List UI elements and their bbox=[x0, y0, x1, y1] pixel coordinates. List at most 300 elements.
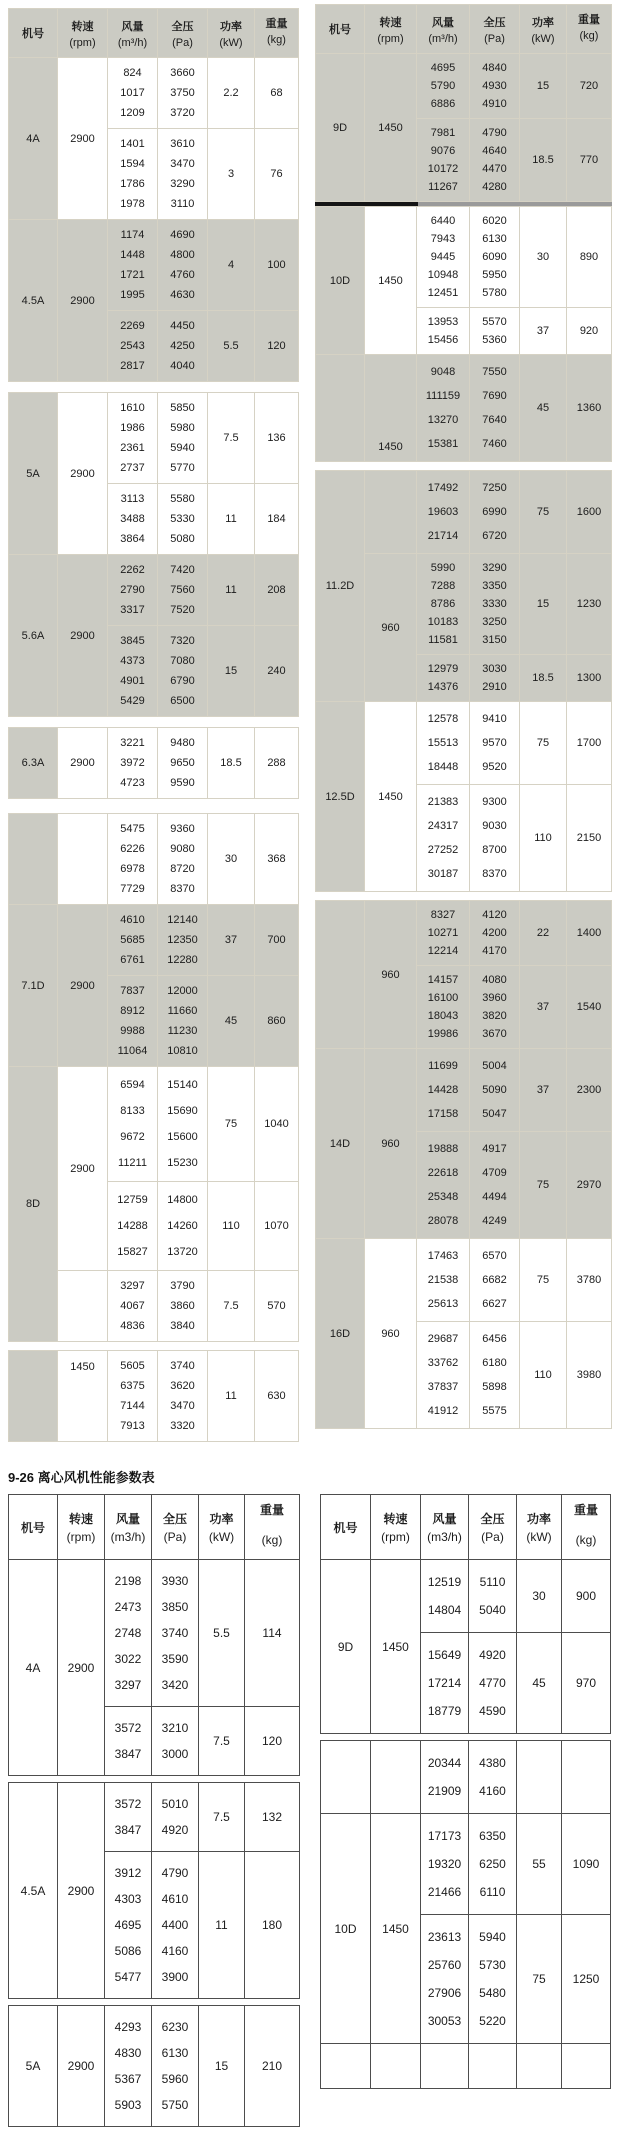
pressure-header-label: 全压 bbox=[480, 1512, 505, 1526]
flow-value: 5086 bbox=[114, 1944, 142, 1958]
rpm-block bbox=[58, 814, 298, 904]
flow-column bbox=[108, 311, 158, 381]
pressure-value: 5575 bbox=[482, 1405, 507, 1417]
header-row bbox=[9, 9, 298, 58]
model-cell: 9D bbox=[316, 54, 365, 201]
power-cell: 5.5 bbox=[208, 311, 255, 381]
flow-value: 41912 bbox=[427, 1405, 459, 1417]
pressure-value: 4590 bbox=[479, 1704, 506, 1718]
model-section bbox=[9, 1066, 298, 1341]
weight-cell: 120 bbox=[261, 1734, 283, 1748]
power-cell: 45 bbox=[517, 1633, 562, 1733]
model-cell bbox=[316, 355, 365, 461]
flow-value: 3317 bbox=[120, 604, 145, 616]
rpm-cell: 1450 bbox=[365, 702, 417, 891]
flow-column bbox=[108, 58, 158, 128]
flow-value: 25348 bbox=[427, 1191, 459, 1203]
weight-cell: 368 bbox=[267, 853, 286, 865]
pressure-header-unit: (Pa) bbox=[481, 1530, 504, 1544]
pressure-value: 4920 bbox=[479, 1648, 506, 1662]
data-group bbox=[108, 220, 298, 310]
fan-spec-table-top-right bbox=[315, 4, 612, 1429]
model-cell: 5A bbox=[9, 2006, 58, 2126]
model-cell: 8D bbox=[9, 1067, 58, 1341]
pressure-value: 3790 bbox=[170, 1280, 195, 1292]
pressure-column bbox=[469, 1633, 517, 1733]
pressure-value: 12350 bbox=[167, 934, 198, 946]
flow-value: 4695 bbox=[114, 1918, 142, 1932]
table-block bbox=[8, 727, 299, 799]
model-section bbox=[316, 354, 611, 461]
pressure-value: 4920 bbox=[161, 1823, 189, 1837]
model-section bbox=[9, 393, 298, 554]
flow-value: 8786 bbox=[430, 598, 456, 610]
pressure-column bbox=[158, 311, 208, 381]
rpm-cell: 2900 bbox=[58, 220, 108, 381]
flow-value: 12759 bbox=[117, 1194, 148, 1206]
pressure-column bbox=[470, 308, 520, 354]
data-group bbox=[417, 1239, 611, 1321]
flow-value: 14288 bbox=[117, 1220, 148, 1232]
flow-value: 1610 bbox=[120, 402, 145, 414]
weight-cell: 890 bbox=[579, 251, 599, 263]
pressure-value: 11230 bbox=[167, 1025, 198, 1037]
flow-column bbox=[417, 1322, 470, 1428]
model-section bbox=[9, 1560, 299, 1775]
model-cell bbox=[321, 1741, 371, 1813]
flow-value: 14376 bbox=[427, 681, 459, 693]
pressure-column bbox=[470, 966, 520, 1048]
weight-cell: 860 bbox=[267, 1015, 286, 1027]
flow-value: 10948 bbox=[427, 269, 459, 281]
weight-header-label: 重量 bbox=[573, 1503, 598, 1517]
power-cell: 15 bbox=[520, 54, 567, 118]
fan-spec-table-top-left bbox=[8, 8, 299, 1442]
rpm-block bbox=[365, 54, 611, 201]
data-group bbox=[108, 1351, 298, 1441]
flow-value: 2790 bbox=[120, 584, 145, 596]
flow-value: 6978 bbox=[120, 863, 145, 875]
pressure-column bbox=[469, 2044, 517, 2088]
data-group bbox=[105, 1783, 299, 1851]
rpm-header bbox=[365, 5, 417, 53]
pressure-value: 3250 bbox=[482, 616, 507, 628]
weight-cell: 136 bbox=[267, 432, 286, 444]
pressure-value: 4930 bbox=[482, 80, 507, 92]
flow-column bbox=[417, 207, 470, 307]
power-header bbox=[208, 9, 255, 57]
flow-column bbox=[417, 308, 470, 354]
pressure-column bbox=[469, 1741, 517, 1813]
pressure-value: 9410 bbox=[482, 713, 507, 725]
model-cell bbox=[9, 814, 58, 904]
pressure-value: 4709 bbox=[482, 1167, 507, 1179]
flow-value: 17492 bbox=[427, 482, 459, 494]
pressure-value: 6990 bbox=[482, 506, 507, 518]
model-cell: 4.5A bbox=[9, 220, 58, 381]
flow-header-label: 风量 bbox=[432, 1512, 457, 1526]
flow-value: 2269 bbox=[120, 320, 145, 332]
rpm-cell: 2900 bbox=[58, 2006, 105, 2126]
rpm-cell: 960 bbox=[365, 1239, 417, 1428]
weight-cell: 1090 bbox=[572, 1857, 600, 1871]
flow-column bbox=[417, 119, 470, 201]
flow-column bbox=[108, 976, 158, 1066]
pressure-value: 9590 bbox=[170, 777, 195, 789]
flow-value: 5605 bbox=[120, 1360, 145, 1372]
pressure-value: 6570 bbox=[482, 1250, 507, 1262]
power-cell: 75 bbox=[520, 702, 567, 784]
weight-cell: 1300 bbox=[576, 672, 602, 684]
table-gap bbox=[8, 717, 299, 727]
pressure-value: 10810 bbox=[167, 1045, 198, 1057]
weight-cell: 120 bbox=[267, 340, 286, 352]
flow-column bbox=[108, 484, 158, 554]
data-group bbox=[421, 1632, 610, 1733]
pressure-value: 3110 bbox=[170, 198, 195, 210]
flow-value: 5429 bbox=[120, 695, 145, 707]
pressure-value: 14800 bbox=[167, 1194, 198, 1206]
flow-value: 18448 bbox=[427, 761, 459, 773]
pressure-value: 4470 bbox=[482, 163, 507, 175]
power-cell: 110 bbox=[208, 1182, 255, 1270]
flow-value: 8912 bbox=[120, 1005, 145, 1017]
pressure-value: 6682 bbox=[482, 1274, 507, 1286]
model-section bbox=[321, 1813, 610, 2043]
flow-header-label: 风量 bbox=[432, 16, 454, 29]
pressure-column bbox=[470, 119, 520, 201]
flow-value: 9076 bbox=[430, 145, 456, 157]
flow-value: 824 bbox=[123, 67, 142, 79]
power-cell: 37 bbox=[520, 308, 567, 354]
pressure-value: 7640 bbox=[482, 414, 507, 426]
pressure-column bbox=[158, 393, 208, 483]
power-header bbox=[199, 1495, 245, 1559]
flow-value: 1995 bbox=[120, 289, 145, 301]
model-section bbox=[9, 1783, 299, 1998]
pressure-value: 5730 bbox=[479, 1958, 506, 1972]
pressure-value: 6130 bbox=[482, 233, 507, 245]
model-header bbox=[321, 1495, 371, 1559]
pressure-value: 3900 bbox=[161, 1970, 189, 1984]
flow-value: 20344 bbox=[427, 1756, 462, 1770]
flow-value: 1986 bbox=[120, 422, 145, 434]
flow-value: 3022 bbox=[114, 1652, 142, 1666]
data-group bbox=[108, 310, 298, 381]
flow-header-unit: (m³/h) bbox=[117, 36, 148, 49]
power-cell: 2.2 bbox=[208, 58, 255, 128]
model-header-label: 机号 bbox=[333, 1520, 358, 1535]
flow-column bbox=[108, 129, 158, 219]
pressure-value: 4910 bbox=[482, 98, 507, 110]
rpm-header-unit: (rpm) bbox=[377, 32, 404, 45]
flow-value: 7729 bbox=[120, 883, 145, 895]
flow-value: 18043 bbox=[427, 1010, 459, 1022]
flow-value: 14157 bbox=[427, 974, 459, 986]
data-group bbox=[105, 1706, 299, 1775]
weight-cell: 920 bbox=[579, 325, 599, 337]
rpm-cell: 2900 bbox=[58, 58, 108, 219]
power-cell: 11 bbox=[208, 555, 255, 625]
pressure-value: 5960 bbox=[161, 2072, 189, 2086]
power-cell: 11 bbox=[208, 1351, 255, 1441]
flow-column bbox=[417, 1132, 470, 1238]
flow-value: 3297 bbox=[114, 1678, 142, 1692]
rpm-cell bbox=[58, 814, 108, 904]
weight-cell bbox=[562, 2044, 610, 2088]
pressure-value: 6110 bbox=[479, 1885, 506, 1899]
flow-column bbox=[108, 555, 158, 625]
pressure-value: 4380 bbox=[479, 1756, 506, 1770]
flow-value: 3297 bbox=[120, 1280, 145, 1292]
pressure-value: 7550 bbox=[482, 366, 507, 378]
rpm-header bbox=[58, 9, 108, 57]
data-group bbox=[417, 1131, 611, 1238]
pressure-column bbox=[158, 626, 208, 716]
flow-value: 8133 bbox=[120, 1105, 145, 1117]
flow-column bbox=[108, 220, 158, 310]
flow-value: 3113 bbox=[120, 493, 145, 505]
flow-value: 1017 bbox=[120, 87, 145, 99]
pressure-value: 2910 bbox=[482, 681, 507, 693]
pressure-value: 3860 bbox=[170, 1300, 195, 1312]
table-block bbox=[315, 206, 612, 462]
pressure-value: 5980 bbox=[170, 422, 195, 434]
flow-value: 24317 bbox=[427, 820, 459, 832]
pressure-column bbox=[469, 1814, 517, 1914]
pressure-value: 7320 bbox=[170, 635, 195, 647]
pressure-value: 3290 bbox=[170, 178, 195, 190]
flow-value: 27252 bbox=[427, 844, 459, 856]
flow-value: 1721 bbox=[120, 269, 145, 281]
rpm-block bbox=[58, 1351, 298, 1441]
weight-cell: 1700 bbox=[576, 737, 602, 749]
pressure-column bbox=[158, 728, 208, 798]
power-cell: 18.5 bbox=[520, 655, 567, 701]
model-section bbox=[9, 219, 298, 381]
weight-cell: 1250 bbox=[572, 1972, 600, 1986]
pressure-column bbox=[152, 2006, 199, 2126]
flow-column bbox=[108, 393, 158, 483]
flow-value: 11267 bbox=[428, 181, 458, 193]
flow-value: 3864 bbox=[120, 533, 145, 545]
model-cell: 16D bbox=[316, 1239, 365, 1428]
power-cell: 15 bbox=[520, 554, 567, 654]
flow-value: 5790 bbox=[430, 80, 456, 92]
flow-column bbox=[105, 1707, 152, 1775]
pressure-value: 5780 bbox=[482, 287, 507, 299]
weight-cell: 1400 bbox=[576, 927, 602, 939]
weight-cell: 570 bbox=[267, 1300, 286, 1312]
rpm-block bbox=[58, 393, 298, 554]
data-group bbox=[108, 625, 298, 716]
flow-value: 1448 bbox=[120, 249, 145, 261]
pressure-value: 3590 bbox=[161, 1652, 189, 1666]
model-cell bbox=[321, 2044, 371, 2088]
data-group bbox=[417, 207, 611, 307]
flow-value: 4373 bbox=[120, 655, 145, 667]
pressure-value: 4160 bbox=[161, 1944, 189, 1958]
flow-column bbox=[105, 1852, 152, 1998]
pressure-value: 8370 bbox=[170, 883, 195, 895]
power-cell: 7.5 bbox=[199, 1783, 245, 1851]
flow-value: 10183 bbox=[427, 616, 459, 628]
pressure-column bbox=[158, 1067, 208, 1181]
weight-cell: 114 bbox=[262, 1626, 282, 1640]
flow-value: 6440 bbox=[430, 215, 456, 227]
model-section bbox=[9, 58, 298, 219]
flow-value: 19603 bbox=[427, 506, 459, 518]
rpm-header bbox=[371, 1495, 421, 1559]
flow-column bbox=[417, 901, 470, 965]
rpm-block bbox=[58, 220, 298, 381]
flow-header-label: 风量 bbox=[121, 20, 144, 33]
flow-value: 9048 bbox=[430, 366, 456, 378]
pressure-column bbox=[158, 1351, 208, 1441]
pressure-column bbox=[158, 1182, 208, 1270]
model-section bbox=[316, 1238, 611, 1428]
flow-column bbox=[417, 471, 470, 553]
power-cell: 7.5 bbox=[199, 1707, 245, 1775]
model-section bbox=[321, 1741, 610, 1813]
model-cell bbox=[316, 901, 365, 1048]
weight-cell: 288 bbox=[267, 757, 286, 769]
pressure-value: 3720 bbox=[170, 107, 195, 119]
rpm-cell: 960 bbox=[365, 901, 417, 1048]
power-cell: 7.5 bbox=[208, 1271, 255, 1341]
flow-value: 29687 bbox=[427, 1333, 459, 1345]
pressure-value: 6790 bbox=[170, 675, 195, 687]
weight-header-unit: (kg) bbox=[267, 34, 286, 46]
power-header-label: 功率 bbox=[532, 16, 554, 29]
power-header bbox=[517, 1495, 562, 1559]
weight-cell: 630 bbox=[267, 1390, 286, 1402]
data-group bbox=[108, 393, 298, 483]
pressure-value: 4640 bbox=[482, 145, 507, 157]
flow-value: 111159 bbox=[425, 390, 461, 402]
pressure-column bbox=[470, 355, 520, 461]
weight-cell: 240 bbox=[267, 665, 286, 677]
rpm-header-unit: (rpm) bbox=[66, 1530, 96, 1544]
weight-cell: 770 bbox=[579, 154, 599, 166]
flow-value: 7837 bbox=[120, 985, 145, 997]
data-group bbox=[108, 128, 298, 219]
pressure-value: 8720 bbox=[170, 863, 195, 875]
flow-value: 4836 bbox=[120, 1320, 145, 1332]
data-group bbox=[108, 905, 298, 975]
power-cell: 75 bbox=[517, 1915, 562, 2043]
pressure-header bbox=[152, 1495, 199, 1559]
flow-value: 15513 bbox=[427, 737, 459, 749]
data-group bbox=[108, 1181, 298, 1270]
flow-column bbox=[417, 702, 470, 784]
flow-value: 4293 bbox=[114, 2020, 142, 2034]
power-cell: 37 bbox=[520, 1049, 567, 1131]
flow-value: 2737 bbox=[120, 462, 145, 474]
flow-value: 7144 bbox=[120, 1400, 145, 1412]
table-block bbox=[8, 1350, 299, 1442]
power-header-unit: (kW) bbox=[526, 1530, 552, 1544]
flow-value: 5685 bbox=[120, 934, 145, 946]
flow-value: 25613 bbox=[427, 1298, 459, 1310]
power-header-unit: (kW) bbox=[208, 1530, 235, 1544]
data-group bbox=[108, 728, 298, 798]
pressure-value: 6720 bbox=[482, 530, 507, 542]
model-cell bbox=[9, 1351, 58, 1441]
pressure-value: 6090 bbox=[482, 251, 507, 263]
table-block bbox=[8, 1782, 300, 1999]
power-cell: 5.5 bbox=[199, 1560, 245, 1706]
pressure-value: 5080 bbox=[170, 533, 195, 545]
data-group bbox=[417, 471, 611, 553]
table-caption: 9-26 离心风机性能参数表 bbox=[8, 1470, 155, 1485]
rpm-cell: 960 bbox=[365, 1049, 417, 1238]
flow-value: 1594 bbox=[120, 158, 145, 170]
pressure-value: 7250 bbox=[482, 482, 507, 494]
weight-cell: 180 bbox=[261, 1918, 283, 1932]
flow-value: 17214 bbox=[427, 1676, 462, 1690]
data-group bbox=[108, 975, 298, 1066]
pressure-column bbox=[469, 1560, 517, 1632]
flow-value: 11581 bbox=[428, 634, 458, 646]
power-cell: 110 bbox=[520, 785, 567, 891]
pressure-value: 15230 bbox=[167, 1157, 198, 1169]
pressure-value: 3470 bbox=[170, 158, 195, 170]
data-group bbox=[421, 1914, 610, 2043]
flow-value: 1786 bbox=[120, 178, 145, 190]
pressure-column bbox=[158, 905, 208, 975]
flow-value: 28078 bbox=[427, 1215, 459, 1227]
flow-value: 4067 bbox=[120, 1300, 145, 1312]
weight-cell: 100 bbox=[267, 259, 286, 271]
pressure-value: 4080 bbox=[482, 974, 507, 986]
flow-column bbox=[108, 1182, 158, 1270]
pressure-value: 7080 bbox=[170, 655, 195, 667]
flow-column bbox=[421, 1915, 469, 2043]
model-cell: 4A bbox=[9, 58, 58, 219]
rpm-cell: 2900 bbox=[58, 905, 108, 1066]
pressure-value: 5950 bbox=[482, 269, 507, 281]
flow-column bbox=[421, 1560, 469, 1632]
pressure-value: 4200 bbox=[482, 927, 507, 939]
table-block bbox=[8, 1494, 300, 1776]
data-group bbox=[108, 58, 298, 128]
table-block bbox=[320, 1494, 611, 1734]
flow-column bbox=[108, 1351, 158, 1441]
pressure-value: 4494 bbox=[482, 1191, 507, 1203]
pressure-value: 6130 bbox=[161, 2046, 189, 2060]
rpm-block bbox=[365, 901, 611, 1048]
pressure-value: 5360 bbox=[482, 334, 507, 346]
rpm-cell: 1450 bbox=[365, 54, 417, 201]
pressure-column bbox=[152, 1783, 199, 1851]
pressure-value: 5480 bbox=[479, 1986, 506, 2000]
flow-value: 21538 bbox=[427, 1274, 459, 1286]
fan-spec-table-bottom-left bbox=[8, 1494, 300, 2127]
flow-column bbox=[105, 1783, 152, 1851]
pressure-value: 3740 bbox=[161, 1626, 189, 1640]
pressure-value: 4250 bbox=[170, 340, 195, 352]
data-group bbox=[417, 1049, 611, 1131]
model-cell: 10D bbox=[321, 1814, 371, 2043]
flow-value: 11064 bbox=[117, 1045, 148, 1057]
data-group bbox=[108, 555, 298, 625]
flow-value: 8327 bbox=[430, 909, 456, 921]
flow-header bbox=[105, 1495, 152, 1559]
weight-cell: 1070 bbox=[264, 1220, 289, 1232]
rpm-cell bbox=[371, 1741, 421, 1813]
flow-column bbox=[105, 1560, 152, 1706]
